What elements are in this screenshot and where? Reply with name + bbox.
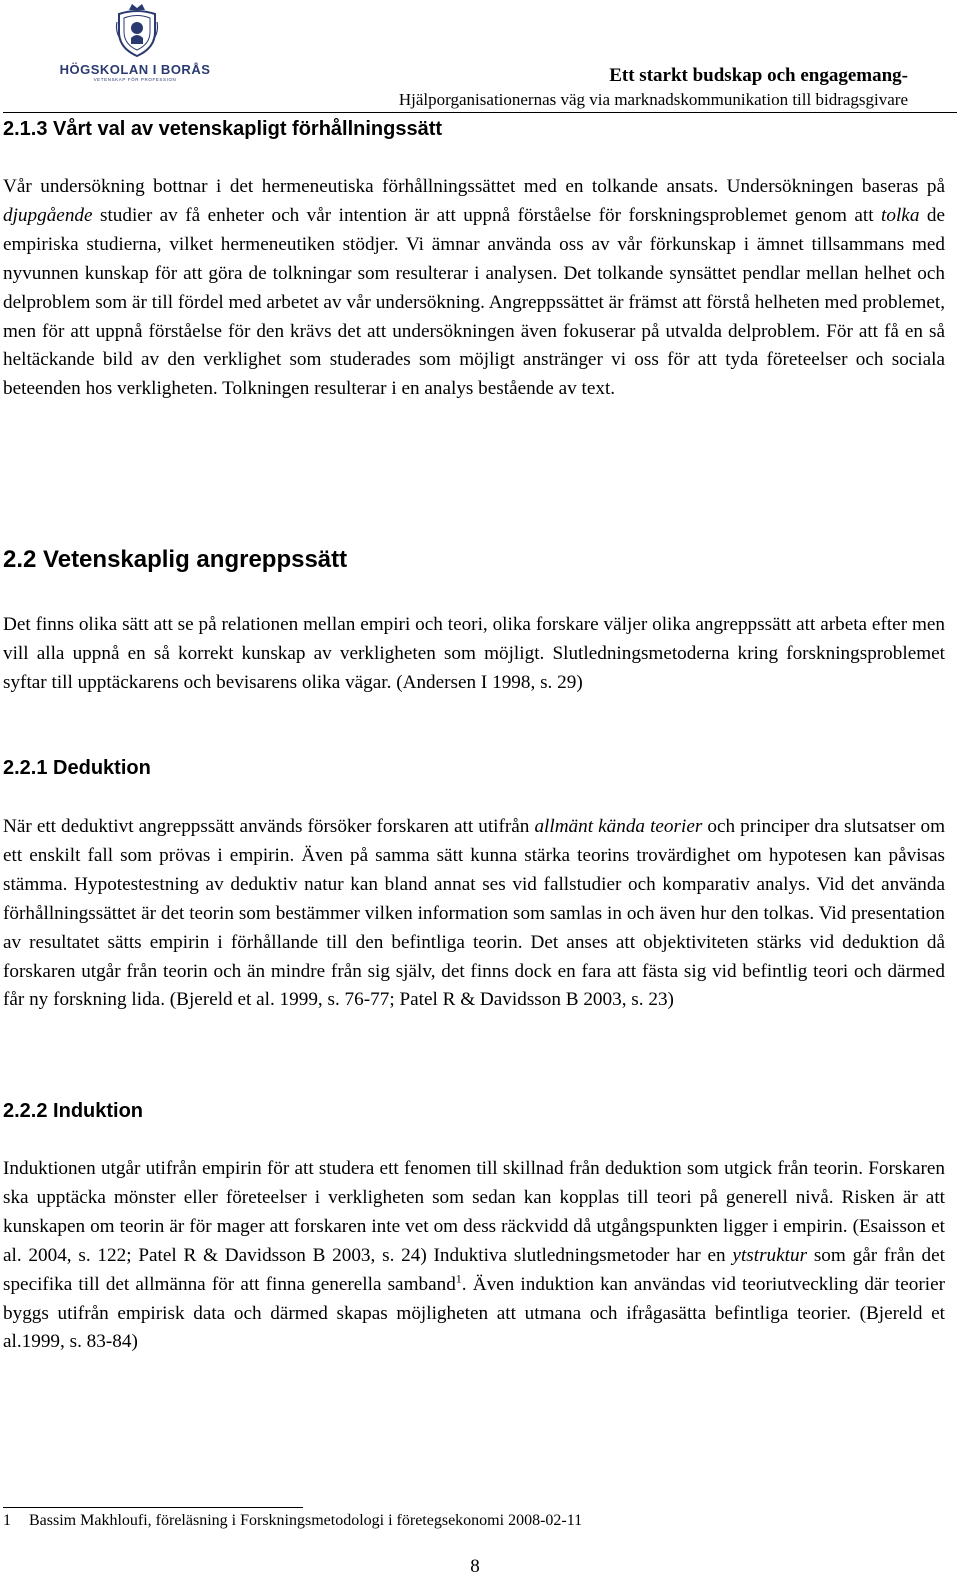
paragraph-induction [3,1155,945,1357]
footnote-number: 1 [3,1512,11,1529]
running-header-title: Ett starkt budskap och engagemang- [609,65,908,86]
section-heading-2-2-2: 2.2.2 Induktion [3,1100,144,1122]
footnote-divider [3,1507,303,1508]
paragraph-text: . Även induktion kan användas vid teoriutveckling där teorier byggs utifrån empirisk data och därmed skapas möjligheten att utmana och ifrågasätta befintliga teorier. (Bjereld et al.1999, s. 83-84) [3,1273,946,1353]
crest-icon [115,2,159,58]
header-divider [3,112,957,113]
paragraph-text: och principer dra slutsatser om ett enskilt fall som prövas i empirin. Även på samma sätt kunna stärka teorins trovärdighet om hypotesen kan påvisas stämma. Hypotestestning av deduktiv natur kan bland annat ses vid fallstudier och komparativ analys. Vid det använda förhållningssättet är det teorin som bestämmer vilken information som samlas in och även hur den tolkas. Vid presentation av resultatet sätts empirin i förhållande till den befintliga teorin. Det anses att objektiviteten stärks vid deduktion då forskaren utgår från teorin och än mindre från sig själv, det finns dock en fara att fästa sig vid befintlig teori och därmed får ny forskning lida. (Bjereld et al. 1999, s. 76-77; Patel R & Davidsson B 2003, s. 23) [3,816,945,1011]
section-heading-2-1-3: 2.1.3 Vårt val av vetenskapligt förhållningssätt [3,118,443,140]
running-header-subtitle: Hjälporganisationernas väg via marknadskommunikation till bidragsgivare [398,90,908,109]
paragraph-hermeneutics [3,173,945,404]
emphasis-text: allmänt kända teorier [534,816,703,837]
section-heading-2-2-1: 2.2.1 Deduktion [3,757,151,779]
paragraph-text: Vår undersökning bottnar i det hermeneutiska förhållningssättet med en tolkande ansats. Undersökningen baseras på [3,176,945,197]
paragraph-text: studier av få enheter och vår intention är att uppnå förståelse för forskningsproblemet genom att [92,204,882,226]
section-heading-2-2: 2.2 Vetenskaplig angreppssätt [3,546,348,573]
emphasis-text: ytstruktur [732,1244,808,1266]
footnote [3,1512,582,1530]
page-number: 8 [470,1556,480,1577]
university-logo [46,2,224,82]
footnote-reference: 1 [455,1271,462,1286]
paragraph-deduction [3,813,945,1015]
paragraph-text: de empiriska studierna, vilket hermeneutiken stödjer. Vi ämnar använda oss av vår förkunskap i ämnet tillsammans med nyvunnen kunskap för att göra de tolkningar som resulterar i analysen. Det tolkande synsättet pendlar mellan helhet och delproblem som är till fördel med arbetet av vår undersökning. Angreppssättet är främst att förstå helheten med problemet, men för att uppnå förståelse för den krävs det att undersökningen även fokuserar på utvalda delproblem. För att få en så heltäckande bild av den verklighet som studerades som möjligt anstränger vi oss för att tyda företeelser och sociala beteenden hos verkligheten. Tolkningen resulterar i en analys bestående av text. [3,204,945,400]
paragraph-text: Induktionen utgår utifrån empirin för att studera ett fenomen till skillnad från deduktion som utgick från teorin. Forskaren ska upptäcka mönster eller företeelser i verkligheten som sedan kan kopplas till teori på generell nivå. Risken är att kunskapen om teorin är för mager att forskaren inte vet om dess räckvidd då utgångspunkten ligger i empirin. (Esaisson et al. 2004, s. 122; Patel R & Davidsson B 2003, s. 24) Induktiva slutledningsmetoder har en [3,1158,945,1266]
logo-tagline: VETENSKAP FÖR PROFESSION [93,77,177,82]
logo-wordmark: HÖGSKOLAN I BORÅS [59,62,211,77]
emphasis-text: djupgående [3,204,93,226]
paragraph-text: När ett deduktivt angreppssätt används försöker forskaren att utifrån [3,816,535,837]
paragraph-approaches: Det finns olika sätt att se på relationen mellan empiri och teori, olika forskare väljer olika angreppssätt att arbeta efter men vill alla uppnå en så korrekt kunskap av verkligheten som möjligt. Slutledningsmetoderna kring forskningsproblemet syftar till upptäckarens och bevisarens olika vägar. (Andersen I 1998, s. 29) [3,614,945,693]
emphasis-text: tolka [881,204,920,226]
footnote-text: Bassim Makhloufi, föreläsning i Forskningsmetodologi i företegsekonomi 2008-02-11 [29,1512,583,1529]
paragraph-text: som går från det specifika till det allmänna för att finna generella samband [3,1244,945,1295]
